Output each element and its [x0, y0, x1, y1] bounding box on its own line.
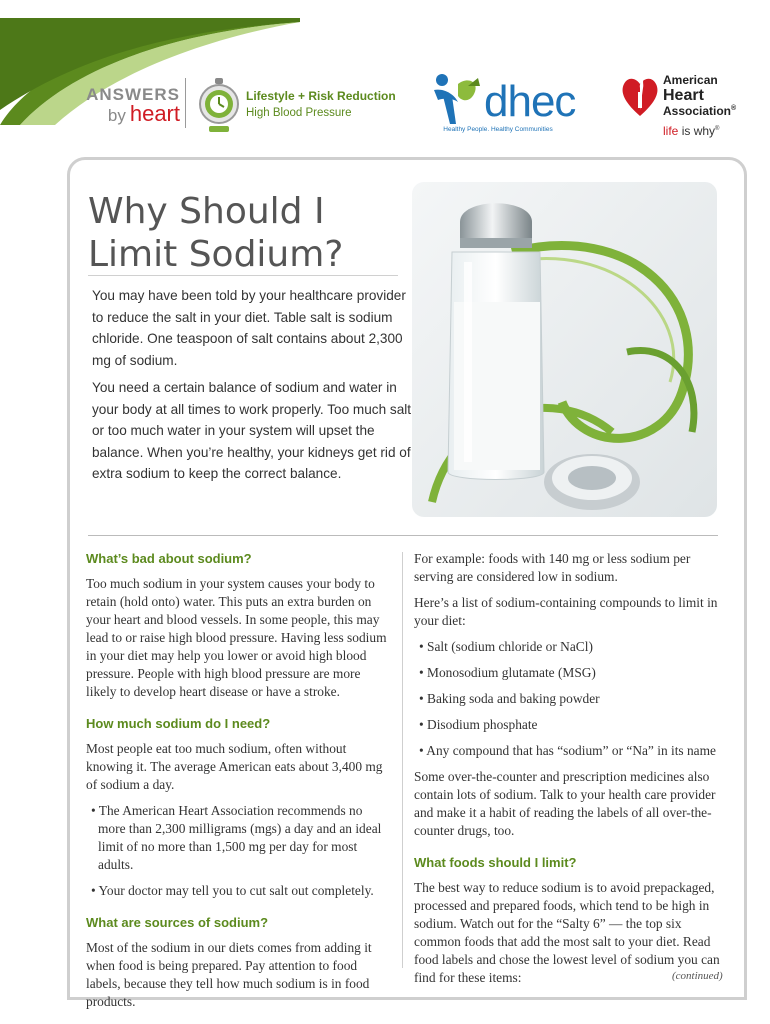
paragraph: Most people eat too much sodium, often without knowing it. The average American eats about 3,400 mg of sodium a day. [86, 741, 383, 792]
title-line1: Why Should I [88, 191, 325, 232]
section-heading: What are sources of sodium? [86, 915, 269, 930]
title-divider [88, 275, 398, 276]
list-item: • Any compound that has “sodium” or “Na” in its name [419, 743, 716, 758]
series-label [246, 88, 396, 122]
dhec-logo [428, 72, 576, 138]
paragraph: Here’s a list of sodium-containing compounds to limit in your diet: [414, 595, 718, 628]
dhec-tagline: Healthy People. Healthy Communities [443, 126, 553, 133]
right-column [414, 550, 720, 995]
american-heart-association-logo [620, 70, 750, 150]
paragraph: The best way to reduce sodium is to avoid prepackaged, processed and prepared foods, which tend to be high in sodium. Watch out for the “Salty 6” — the top six common foods that add the most salt to your diet. Read food labels and chose the lowest level of sodium you can find for these items: [414, 880, 720, 985]
continued-note: (continued) [672, 970, 723, 982]
stopwatch-icon [198, 78, 240, 136]
dhec-wordmark: dhec [484, 77, 576, 126]
paragraph: Too much sodium in your system causes your body to retain (hold onto) water. This puts an extra burden on your heart and blood vessels. In some people, this may lead to or raise high blood pressure. Having less sodium in your diet may help you lower or avoid high blood pressure. People with high blood pressure are more likely to develop heart disease or have a stroke. [86, 576, 387, 699]
logo-answers-text: ANSWERS [86, 85, 180, 104]
section-heading: How much sodium do I need? [86, 716, 271, 731]
aha-tagline-tm: ® [715, 126, 720, 132]
section-heading: What’s bad about sodium? [86, 551, 252, 566]
aha-tagline-rest: is why [681, 124, 716, 138]
left-column [86, 550, 392, 1019]
list-item: • Salt (sodium chloride or NaCl) [419, 639, 593, 654]
aha-line2: Heart [663, 87, 704, 104]
list-item: • Monosodium glutamate (MSG) [419, 665, 596, 680]
salt-shaker-stethoscope-photo [412, 182, 717, 517]
logo-by-text: by [107, 106, 126, 125]
aha-tagline [663, 124, 719, 138]
intro-paragraph: You may have been told by your healthcare provider to reduce the salt in your diet. Table salt is sodium chloride. One teaspoon of salt contains about 2,300 mg of sodium. [92, 288, 406, 368]
paragraph: Most of the sodium in our diets comes from adding it when food is being prepared. Pay attention to food labels, because they tell how much sodium is in food products. [86, 940, 372, 1009]
dhec-figure-icon [428, 72, 488, 128]
paragraph: For example: foods with 140 mg or less sodium per serving are considered low in sodium. [414, 551, 691, 584]
aha-line3-text: Association [663, 104, 732, 118]
list-item: • Disodium phosphate [419, 717, 538, 732]
aha-line3 [663, 104, 736, 118]
list-item: • Your doctor may tell you to cut salt out completely. [91, 883, 374, 898]
section-heading: What foods should I limit? [414, 855, 577, 870]
aha-tagline-life: life [663, 124, 679, 138]
answers-by-heart-logo [40, 86, 180, 126]
aha-line1: American [663, 73, 718, 87]
list-item: • The American Heart Association recommends no more than 2,300 milligrams (mgs) a day and an ideal limit of no more than 1,500 mg per day for most adults. [91, 803, 382, 872]
logo-heart-text: heart [129, 101, 180, 126]
series-topic: High Blood Pressure [246, 107, 352, 119]
paragraph: Some over-the-counter and prescription medicines also contain lots of sodium. Talk to your health care provider and make it a habit of reading the labels of all over-the-counter drugs, too. [414, 769, 716, 838]
section-divider [88, 535, 718, 536]
page-title [88, 190, 408, 276]
heart-torch-icon [620, 70, 660, 120]
intro-section [92, 285, 414, 491]
column-divider [402, 552, 403, 968]
logo-divider [185, 78, 186, 128]
title-line2: Limit Sodium? [88, 234, 344, 275]
registered-mark: ® [731, 105, 737, 112]
intro-paragraph: You need a certain balance of sodium and water in your body at all times to work properly. Too much salt or too much water in your system will upset the balance. When you’re healthy, your kidneys get rid of extra sodium to keep the correct balance. [92, 380, 412, 481]
series-category: Lifestyle + Risk Reduction [246, 89, 396, 103]
list-item: • Baking soda and baking powder [419, 691, 600, 706]
